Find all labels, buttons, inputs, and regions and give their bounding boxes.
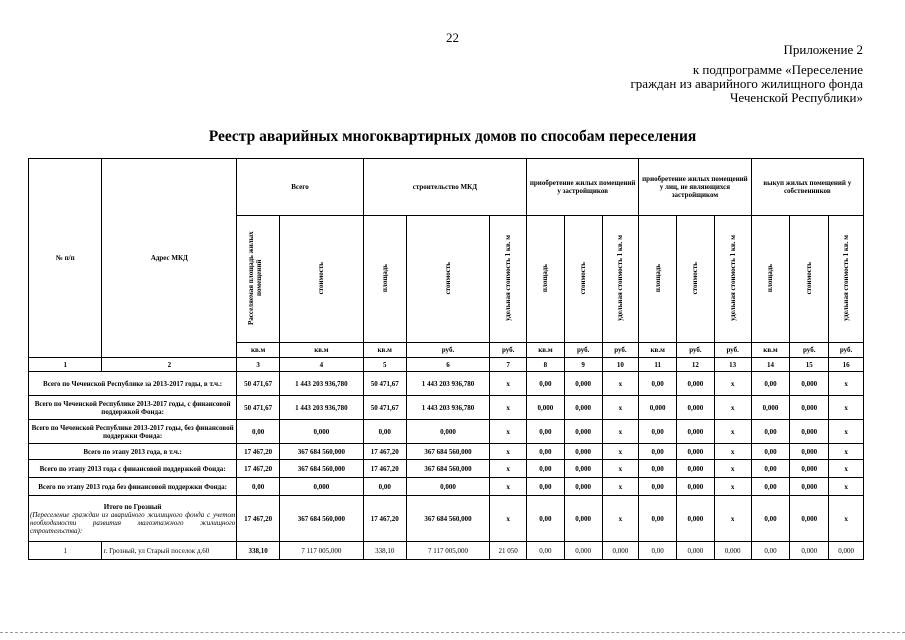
value-cell: 50 471,67 [237, 396, 280, 420]
appendix-line-1: Приложение 2 [783, 42, 863, 57]
value-cell: 0,00 [751, 460, 790, 478]
col-number: 5 [363, 358, 406, 372]
col-number: 2 [102, 358, 237, 372]
value-cell: x [602, 496, 639, 542]
sub-area: площадь [363, 216, 406, 343]
unit-cell: руб. [829, 343, 864, 358]
value-cell: x [490, 372, 527, 396]
value-cell: 0,000 [677, 396, 715, 420]
value-cell: 17 467,20 [363, 444, 406, 460]
col-num-header: № п/п [29, 159, 102, 358]
value-cell: 0,000 [406, 478, 490, 496]
summary-row-label: Всего по Чеченской Республике 2013-2017 годы, с финансовой поддержкой Фонда: [29, 396, 237, 420]
value-cell: x [714, 460, 751, 478]
column-numbers-row [29, 358, 864, 372]
value-cell: x [714, 372, 751, 396]
value-cell: 0,000 [790, 444, 829, 460]
value-cell: x [714, 478, 751, 496]
value-cell: 0,000 [790, 542, 829, 560]
value-cell: 338,10 [237, 542, 280, 560]
value-cell: 0,000 [280, 420, 364, 444]
value-cell: 50 471,67 [363, 396, 406, 420]
value-cell: 0,000 [751, 396, 790, 420]
value-cell: 367 684 560,000 [406, 496, 490, 542]
value-cell: 0,00 [639, 444, 677, 460]
summary-row [29, 420, 864, 444]
appendix-block [630, 43, 863, 105]
value-cell: 1 443 203 936,780 [280, 396, 364, 420]
value-cell: 0,00 [237, 478, 280, 496]
grozny-total-row [29, 496, 864, 542]
unit-cell: кв.м [639, 343, 677, 358]
col-number: 11 [639, 358, 677, 372]
value-cell: 0,000 [790, 372, 829, 396]
value-cell: x [602, 372, 639, 396]
value-cell: x [490, 478, 527, 496]
value-cell: 0,00 [527, 478, 565, 496]
sub-cost: стоимость [406, 216, 490, 343]
house-address: г. Грозный, ул Старый поселок д.60 [102, 542, 237, 560]
value-cell: 7 117 005,000 [280, 542, 364, 560]
value-cell: 1 443 203 936,780 [406, 372, 490, 396]
value-cell: 17 467,20 [237, 460, 280, 478]
value-cell: 0,000 [564, 420, 602, 444]
value-cell: 0,00 [639, 460, 677, 478]
value-cell: 0,000 [564, 542, 602, 560]
value-cell: 0,00 [751, 496, 790, 542]
value-cell: x [714, 396, 751, 420]
summary-row [29, 478, 864, 496]
sub-cost: стоимость [677, 216, 715, 343]
value-cell: 0,000 [677, 460, 715, 478]
value-cell: x [714, 496, 751, 542]
value-cell: 367 684 560,000 [280, 496, 364, 542]
value-cell: 17 467,20 [237, 444, 280, 460]
value-cell: x [829, 444, 864, 460]
group-buyout: выкуп жилых помещений у собственников [751, 159, 863, 216]
value-cell: 0,000 [677, 420, 715, 444]
value-cell: 0,000 [527, 396, 565, 420]
value-cell: 0,00 [639, 420, 677, 444]
house-num: 1 [29, 542, 102, 560]
col-number: 13 [714, 358, 751, 372]
value-cell: 0,000 [677, 542, 715, 560]
grozny-subtitle: (Переселение граждан из аварийного жилищного фонда с учетом необходимости развития малоэтажного жилищного строительства): [30, 510, 236, 535]
grozny-title: Итого по Грозный [103, 502, 162, 511]
unit-cell: руб. [602, 343, 639, 358]
value-cell: 50 471,67 [237, 372, 280, 396]
value-cell: 0,00 [363, 478, 406, 496]
value-cell: 0,000 [790, 396, 829, 420]
value-cell: 1 443 203 936,780 [280, 372, 364, 396]
summary-row-label: Всего по этапу 2013 года, в т.ч.: [29, 444, 237, 460]
value-cell: 0,000 [790, 420, 829, 444]
value-cell: x [602, 420, 639, 444]
value-cell: 17 467,20 [363, 460, 406, 478]
sub-cost: стоимость [564, 216, 602, 343]
unit-cell: руб. [677, 343, 715, 358]
col-number: 7 [490, 358, 527, 372]
value-cell: 0,00 [751, 444, 790, 460]
document-title: Реестр аварийных многоквартирных домов по способам переселения [208, 128, 697, 145]
value-cell: x [602, 478, 639, 496]
value-cell: x [714, 444, 751, 460]
sub-cost: стоимость [280, 216, 364, 343]
value-cell: 0,00 [527, 542, 565, 560]
value-cell: 50 471,67 [363, 372, 406, 396]
summary-row-label: Всего по этапу 2013 года с финансовой поддержкой Фонда: [29, 460, 237, 478]
value-cell: 0,00 [527, 420, 565, 444]
col-number: 12 [677, 358, 715, 372]
group-total: Всего [237, 159, 364, 216]
value-cell: 0,00 [639, 542, 677, 560]
value-cell: 17 467,20 [363, 496, 406, 542]
unit-cell: руб. [714, 343, 751, 358]
value-cell: 0,00 [639, 372, 677, 396]
col-number: 8 [527, 358, 565, 372]
unit-cell: руб. [564, 343, 602, 358]
unit-cell: кв.м [527, 343, 565, 358]
value-cell: 0,000 [790, 460, 829, 478]
value-cell: 0,000 [790, 496, 829, 542]
value-cell: 1 443 203 936,780 [406, 396, 490, 420]
sub-area: площадь [527, 216, 565, 343]
group-construction: строительство МКД [363, 159, 526, 216]
value-cell: 0,000 [714, 542, 751, 560]
summary-row-label: Всего по Чеченской Республике за 2013-2017 годы, в т.ч.: [29, 372, 237, 396]
sub-unit-cost: удельная стоимость 1 кв. м [714, 216, 751, 343]
page-number: 22 [446, 30, 459, 45]
value-cell: 0,00 [527, 496, 565, 542]
col-number: 14 [751, 358, 790, 372]
value-cell: x [602, 460, 639, 478]
col-number: 1 [29, 358, 102, 372]
unit-cell: кв.м [237, 343, 280, 358]
col-number: 9 [564, 358, 602, 372]
house-row [29, 542, 864, 560]
value-cell: 0,000 [564, 444, 602, 460]
summary-row [29, 444, 864, 460]
col-number: 6 [406, 358, 490, 372]
value-cell: 0,000 [677, 444, 715, 460]
unit-cell: руб. [790, 343, 829, 358]
value-cell: 0,00 [751, 542, 790, 560]
grozny-total-label [29, 496, 237, 542]
value-cell: 0,000 [406, 420, 490, 444]
value-cell: 17 467,20 [237, 496, 280, 542]
value-cell: x [829, 396, 864, 420]
value-cell: 0,000 [677, 478, 715, 496]
value-cell: x [829, 460, 864, 478]
value-cell: 367 684 560,000 [280, 460, 364, 478]
col-number: 3 [237, 358, 280, 372]
value-cell: 0,00 [751, 372, 790, 396]
unit-cell: кв.м [280, 343, 364, 358]
col-number: 15 [790, 358, 829, 372]
unit-cell: руб. [406, 343, 490, 358]
value-cell: 338,10 [363, 542, 406, 560]
value-cell: 0,00 [751, 478, 790, 496]
value-cell: x [490, 420, 527, 444]
unit-cell: кв.м [363, 343, 406, 358]
value-cell: 0,000 [280, 478, 364, 496]
value-cell: x [829, 478, 864, 496]
value-cell: 0,000 [564, 460, 602, 478]
bottom-dashed-line [0, 632, 905, 633]
appendix-line-3: граждан из аварийного жилищного фонда [630, 76, 863, 91]
value-cell: x [829, 496, 864, 542]
value-cell: 0,000 [790, 478, 829, 496]
appendix-line-4: Чеченской Республики» [729, 90, 863, 105]
value-cell: x [490, 496, 527, 542]
sub-area: площадь [751, 216, 790, 343]
value-cell: 367 684 560,000 [406, 460, 490, 478]
unit-cell: кв.м [751, 343, 790, 358]
summary-row [29, 372, 864, 396]
value-cell: 0,000 [564, 396, 602, 420]
value-cell: 21 050 [490, 542, 527, 560]
col-number: 16 [829, 358, 864, 372]
value-cell: x [490, 396, 527, 420]
value-cell: 0,00 [527, 372, 565, 396]
value-cell: x [714, 420, 751, 444]
value-cell: 0,00 [639, 496, 677, 542]
value-cell: 0,00 [527, 444, 565, 460]
registry-table [28, 158, 864, 560]
value-cell: 0,00 [639, 478, 677, 496]
value-cell: x [490, 444, 527, 460]
sub-area: площадь [639, 216, 677, 343]
value-cell: 0,000 [639, 396, 677, 420]
header-row-groups [29, 159, 864, 216]
group-dev-purchase: приобретение жилых помещений у застройщиков [527, 159, 639, 216]
value-cell: 0,000 [564, 496, 602, 542]
sub-cost: стоимость [790, 216, 829, 343]
value-cell: x [602, 396, 639, 420]
value-cell: 367 684 560,000 [406, 444, 490, 460]
sub-unit-cost: удельная стоимость 1 кв. м [490, 216, 527, 343]
value-cell: 0,000 [829, 542, 864, 560]
appendix-line-2: к подпрограмме «Переселение [692, 62, 863, 77]
value-cell: 0,000 [602, 542, 639, 560]
unit-cell: руб. [490, 343, 527, 358]
value-cell: 0,000 [677, 372, 715, 396]
value-cell: 0,00 [751, 420, 790, 444]
col-number: 10 [602, 358, 639, 372]
value-cell: 0,000 [677, 496, 715, 542]
value-cell: x [829, 420, 864, 444]
value-cell: 0,00 [363, 420, 406, 444]
value-cell: 0,00 [237, 420, 280, 444]
value-cell: 0,00 [527, 460, 565, 478]
value-cell: x [490, 460, 527, 478]
col-address-header: Адрес МКД [102, 159, 237, 358]
summary-row [29, 396, 864, 420]
value-cell: x [602, 444, 639, 460]
group-nondev-purchase: приобретение жилых помещений у лиц, не являющихся застройщиком [639, 159, 751, 216]
summary-row-label: Всего по Чеченской Республике 2013-2017 годы, без финансовой поддержки Фонда: [29, 420, 237, 444]
value-cell: 7 117 005,000 [406, 542, 490, 560]
value-cell: x [829, 372, 864, 396]
sub-unit-cost: удельная стоимость 1 кв. м [829, 216, 864, 343]
summary-rows [29, 372, 864, 496]
value-cell: 0,000 [564, 478, 602, 496]
col-number: 4 [280, 358, 364, 372]
value-cell: 0,000 [564, 372, 602, 396]
sub-area-total: Расселяемая площадь жилых помещений [237, 216, 280, 343]
sub-unit-cost: удельная стоимость 1 кв. м [602, 216, 639, 343]
summary-row [29, 460, 864, 478]
value-cell: 367 684 560,000 [280, 444, 364, 460]
summary-row-label: Всего по этапу 2013 года без финансовой поддержки Фонда: [29, 478, 237, 496]
